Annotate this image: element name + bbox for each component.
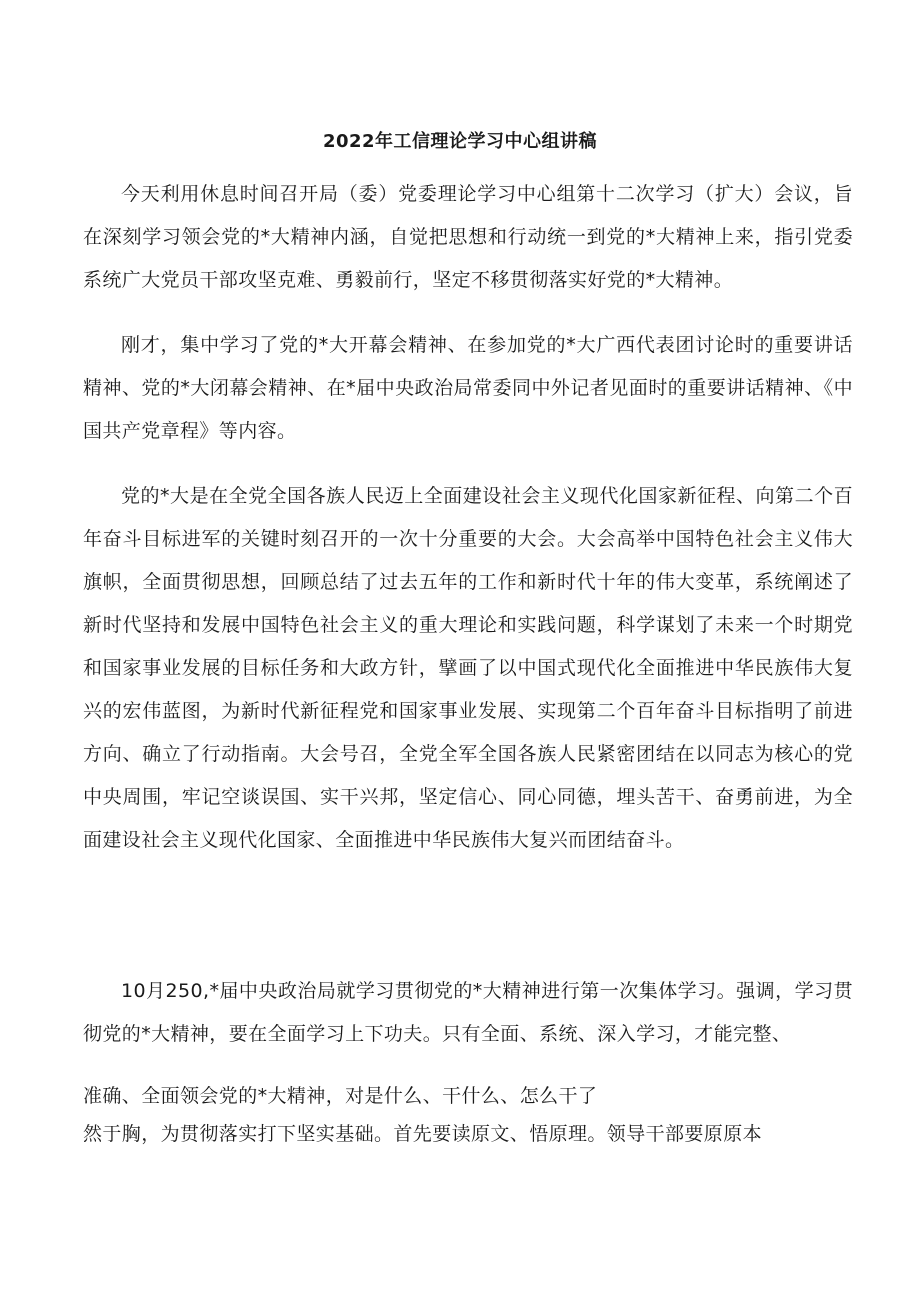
paragraph-3: 党的*大是在全党全国各族人民迈上全面建设社会主义现代化国家新征程、向第二个百年奋斗目标进军的关键时刻召开的一次十分重要的大会。大会高举中国特色社会主义伟大旗帜，全面贯彻思想，回顾总结了过去五年的工作和新时代十年的伟大变革，系统阐述了新时代坚持和发展中国特色社会主义的重大理论和实践问题，科学谋划了未来一个时期党和国家事业发展的目标任务和大政方针，擘画了以中国式现代化全面推进中华民族伟大复兴的宏伟蓝图，为新时代新征程党和国家事业发展、实现第二个百年奋斗目标指明了前进方向、确立了行动指南。大会号召，全党全军全国各族人民紧密团结在以同志为核心的党中央周围，牢记空谈误国、实干兴邦，坚定信心、同心同德，埋头苦干、奋勇前进，为全面建设社会主义现代化国家、全面推进中华民族伟大复兴而团结奋斗。 [83,485,853,851]
paragraph-1: 今天利用休息时间召开局（委）党委理论学习中心组第十二次学习（扩大）会议，旨在深刻学习领会党的*大精神内涵，自觉把思想和行动统一到党的*大精神上来，指引党委系统广大党员干部攻坚克难、勇毅前行，坚定不移贯彻落实好党的*大精神。 [83,183,853,291]
paragraph-4: 10月250,*届中央政治局就学习贯彻党的*大精神进行第一次集体学习。强调，学习贯彻党的*大精神，要在全面学习上下功夫。只有全面、系统、深入学习，才能完整、 [83,980,853,1045]
paragraph-4-line-4: 然于胸，为贯彻落实打下坚实基础。首先要读原文、悟原理。领导干部要原原本 [83,1123,763,1145]
paragraph-4-line-3: 准确、全面领会党的*大精神，对是什么、干什么、怎么干了 [83,1085,598,1107]
document-title: 2022年工信理论学习中心组讲稿 [322,131,598,152]
paragraph-2: 刚才，集中学习了党的*大开幕会精神、在参加党的*大广西代表团讨论时的重要讲话精神、党的*大闭幕会精神、在*届中央政治局常委同中外记者见面时的重要讲话精神、《中国共产党章程》等内容。 [83,334,853,442]
